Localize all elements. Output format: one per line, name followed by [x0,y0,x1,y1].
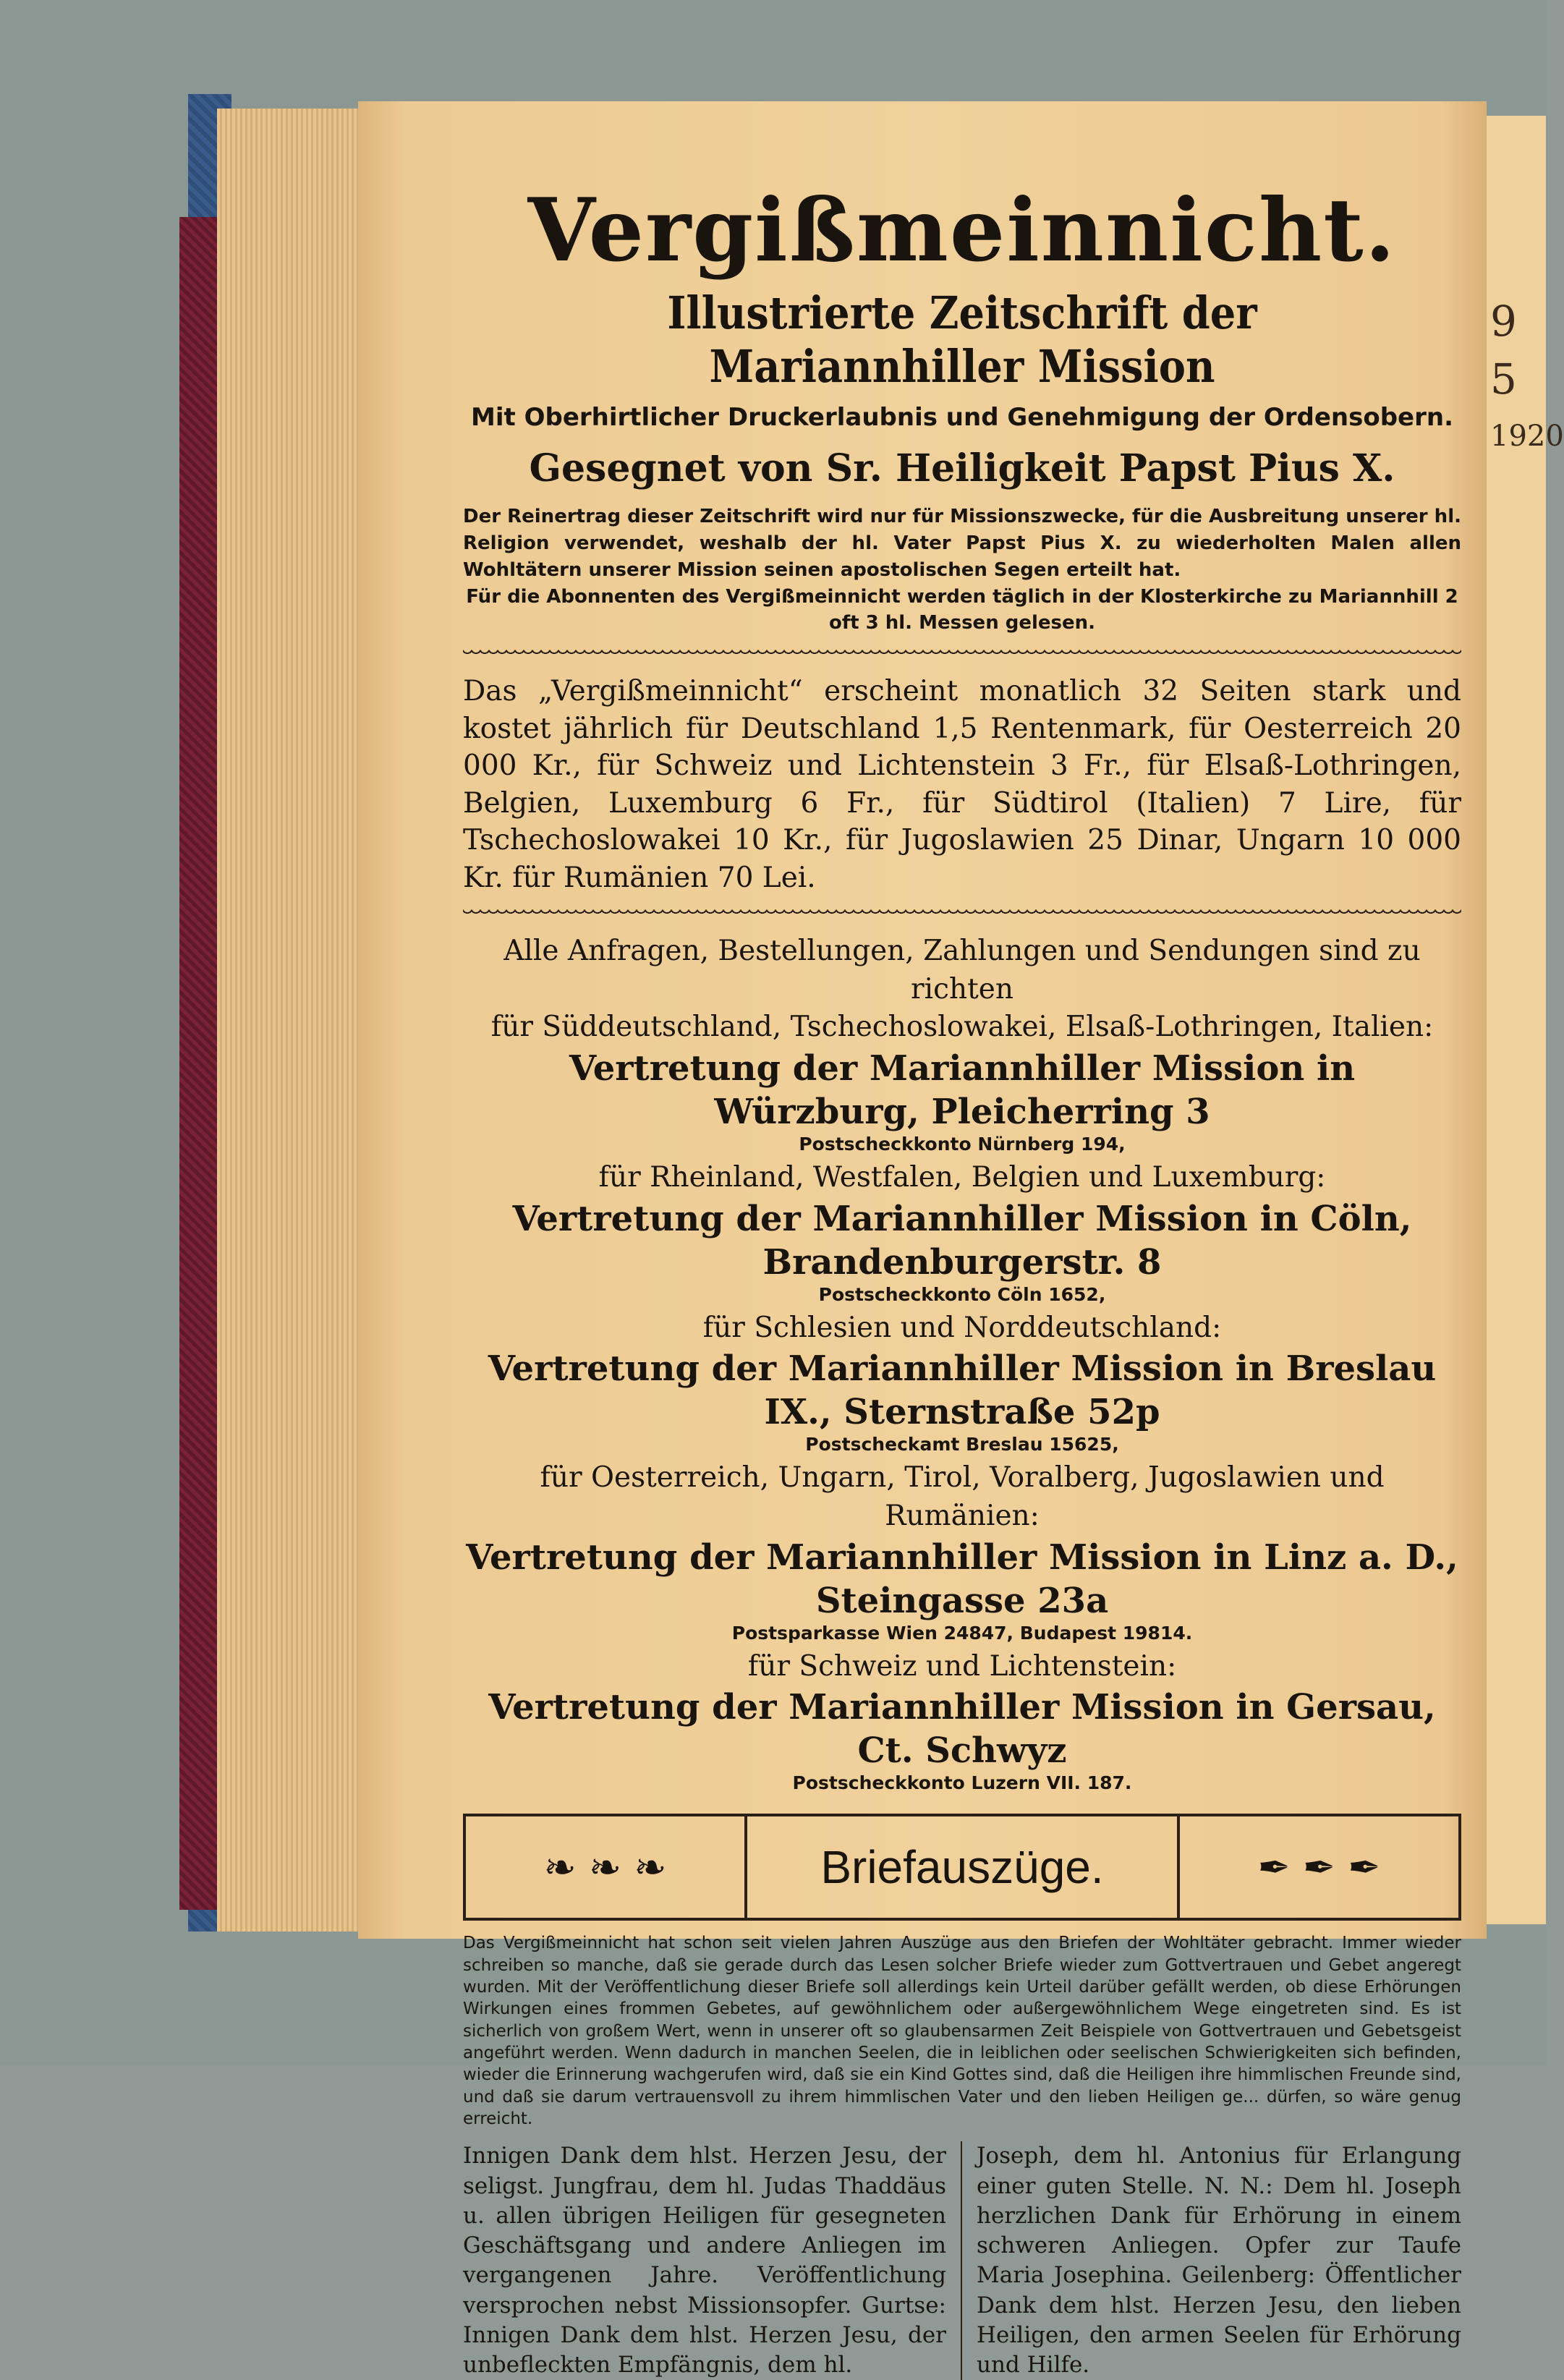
letters-banner [463,1814,1461,1921]
ornament-right-icon: ✒ ✒ ✒ [1257,1844,1381,1890]
strip-char: 9 [1490,297,1517,346]
wavy-divider [463,650,1461,660]
blessing-line: Gesegnet von Sr. Heiligkeit Papst Pius X. [529,446,1395,490]
approval-line: Mit Oberhirtlicher Druckerlaubnis und Genehmigung der Ordensobern. [471,402,1453,432]
contact-office: Vertretung der Mariannhiller Mission in Gersau, Ct. Schwyz [488,1687,1436,1772]
contacts-intro: Alle Anfragen, Bestellungen, Zahlungen und Sendungen sind zu richten [503,935,1421,1006]
revenue-note: Der Reinertrag dieser Zeitschrift wird nur für Missionszwecke, für die Ausbreitung unserer hl. Religion verwendet, weshalb der hl. Vater Papst Pius X. zu wiederholten Malen allen Wohltätern unserer Mission seinen apostolischen Segen erteilt hat. [463,505,1461,581]
page-content [463,181,1461,2380]
masthead-title: Vergißmeinnicht. [527,179,1397,281]
pricing-paragraph: Das „Vergißmeinnicht“ erscheint monatlich 32 Seiten stark und kostet jährlich für Deutschland 1,5 Rentenmark, für Oesterreich 20 000 Kr., für Schweiz und Lichtenstein 3 Fr., für Elsaß-Lothringen, Belgien, Luxemburg 6 Fr., für Südtirol (Italien) 7 Lire, für Tschechoslowakei 10 Kr., für Jugoslawien 25 Dinar, Ungarn 10 000 Kr. für Rumänien 70 Lei. [463,675,1461,894]
masthead-subtitle: Illustrierte Zeitschrift der Mariannhiller Mission [667,286,1257,394]
contact-office: Vertretung der Mariannhiller Mission in Würzburg, Pleicherring 3 [569,1048,1356,1133]
contact-account: Postscheckkonto Nürnberg 194, [799,1134,1126,1155]
contact-account: Postscheckkonto Cöln 1652, [818,1283,1106,1305]
letters-intro: Das Vergißmeinnicht hat schon seit vielen Jahren Auszüge aus den Briefen der Wohltäter gebracht. Immer wieder schreiben so manche, daß sie gerade durch das Lesen solcher Briefe wieder zum Gottvertrauen und Gebet angeregt wurden. Mit der Veröffentlichung dieser Briefe soll allerdings kein Urteil darüber gefällt werden, ob diese Erhörungen Wirkungen eines frommen Gebetes, auf gewöhnlichem oder außergewöhnlichem Wege eingetreten sind. Es ist sicherlich von großem Wert, wenn in unserer oft so glaubensarmen Zeit Beispiele von Gottvertrauen und Gebetsgeist angeführt werden. Wenn dadurch in manchen Seelen, die in leiblichen oder seelischen Schwierigkeiten sich befinden, wieder die Erinnerung wachgerufen wird, daß sie ein Kind Gottes sind, daß die Heiligen ihre himmlischen Freunde sind, und daß sie darum vertrauensvoll zu ihrem himmlischen Vater und den lieben Heiligen ge... dürfen, so wäre genug erreicht. [463,1934,1461,2129]
contact-office: Vertretung der Mariannhiller Mission in Linz a. D., Steingasse 23a [466,1537,1458,1621]
contact-region: für Schlesien und Norddeutschland: [702,1311,1222,1344]
contact-office: Vertretung der Mariannhiller Mission in Breslau IX., Sternstraße 52p [488,1348,1437,1433]
strip-char: 5 [1490,354,1517,404]
letters-banner-title: Briefauszüge. [744,1816,1180,1918]
contact-account: Postsparkasse Wien 24847, Budapest 19814. [731,1622,1193,1644]
contact-office: Vertretung der Mariannhiller Mission in Cöln, Brandenburgerstr. 8 [512,1198,1412,1283]
letters-column-right: Joseph, dem hl. Antonius für Erlangung einer guten Stelle. N. N.: Dem hl. Joseph herzlichen Dank für Erhörung in einem schweren Anliegen. Opfer zur Taufe Maria Josephina. Geilenberg: Öffentlicher Dank dem hlst. Herzen Jesu, den lieben Heiligen, den armen Seelen für Erhörung und Hilfe. [977,2143,1461,2379]
letters-column-left: Innigen Dank dem hlst. Herzen Jesu, der seligst. Jungfrau, dem hl. Judas Thaddäus u. allen übrigen Heiligen für gesegneten Geschäftsgang und andere Anliegen im vergangenen Jahre. Veröffentlichung versprochen nebst Missionsopfer. Gurtse: Innigen Dank dem hlst. Herzen Jesu, der unbefleckten Empfängnis, dem hl. [463,2141,962,2380]
letters-columns [463,2141,1461,2380]
book-spine-leather [179,217,217,1910]
contact-region: für Schweiz und Lichtenstein: [747,1649,1177,1683]
contact-account: Postscheckkonto Luzern VII. 187. [792,1772,1132,1794]
subscriber-note: Für die Abonnenten des Vergißmeinnicht werden täglich in der Klosterkirche zu Mariannhill 2 oft 3 hl. Messen gelesen. [466,585,1458,634]
contact-region: für Rheinland, Westfalen, Belgien und Luxemburg: [598,1161,1326,1194]
contact-account: Postscheckamt Breslau 15625, [805,1434,1119,1455]
wavy-divider [463,909,1461,919]
ornament-left-icon: ❧ ❧ ❧ [543,1844,667,1890]
strip-char: 1920 [1490,420,1564,453]
book-page-edges [217,109,362,1931]
adjacent-page-strip [1483,116,1564,1924]
contact-region: für Süddeutschland, Tschechoslowakei, Elsaß-Lothringen, Italien: [490,1011,1434,1044]
contact-region: für Oesterreich, Ungarn, Tirol, Voralberg, Jugoslawien und Rumänien: [540,1461,1385,1532]
